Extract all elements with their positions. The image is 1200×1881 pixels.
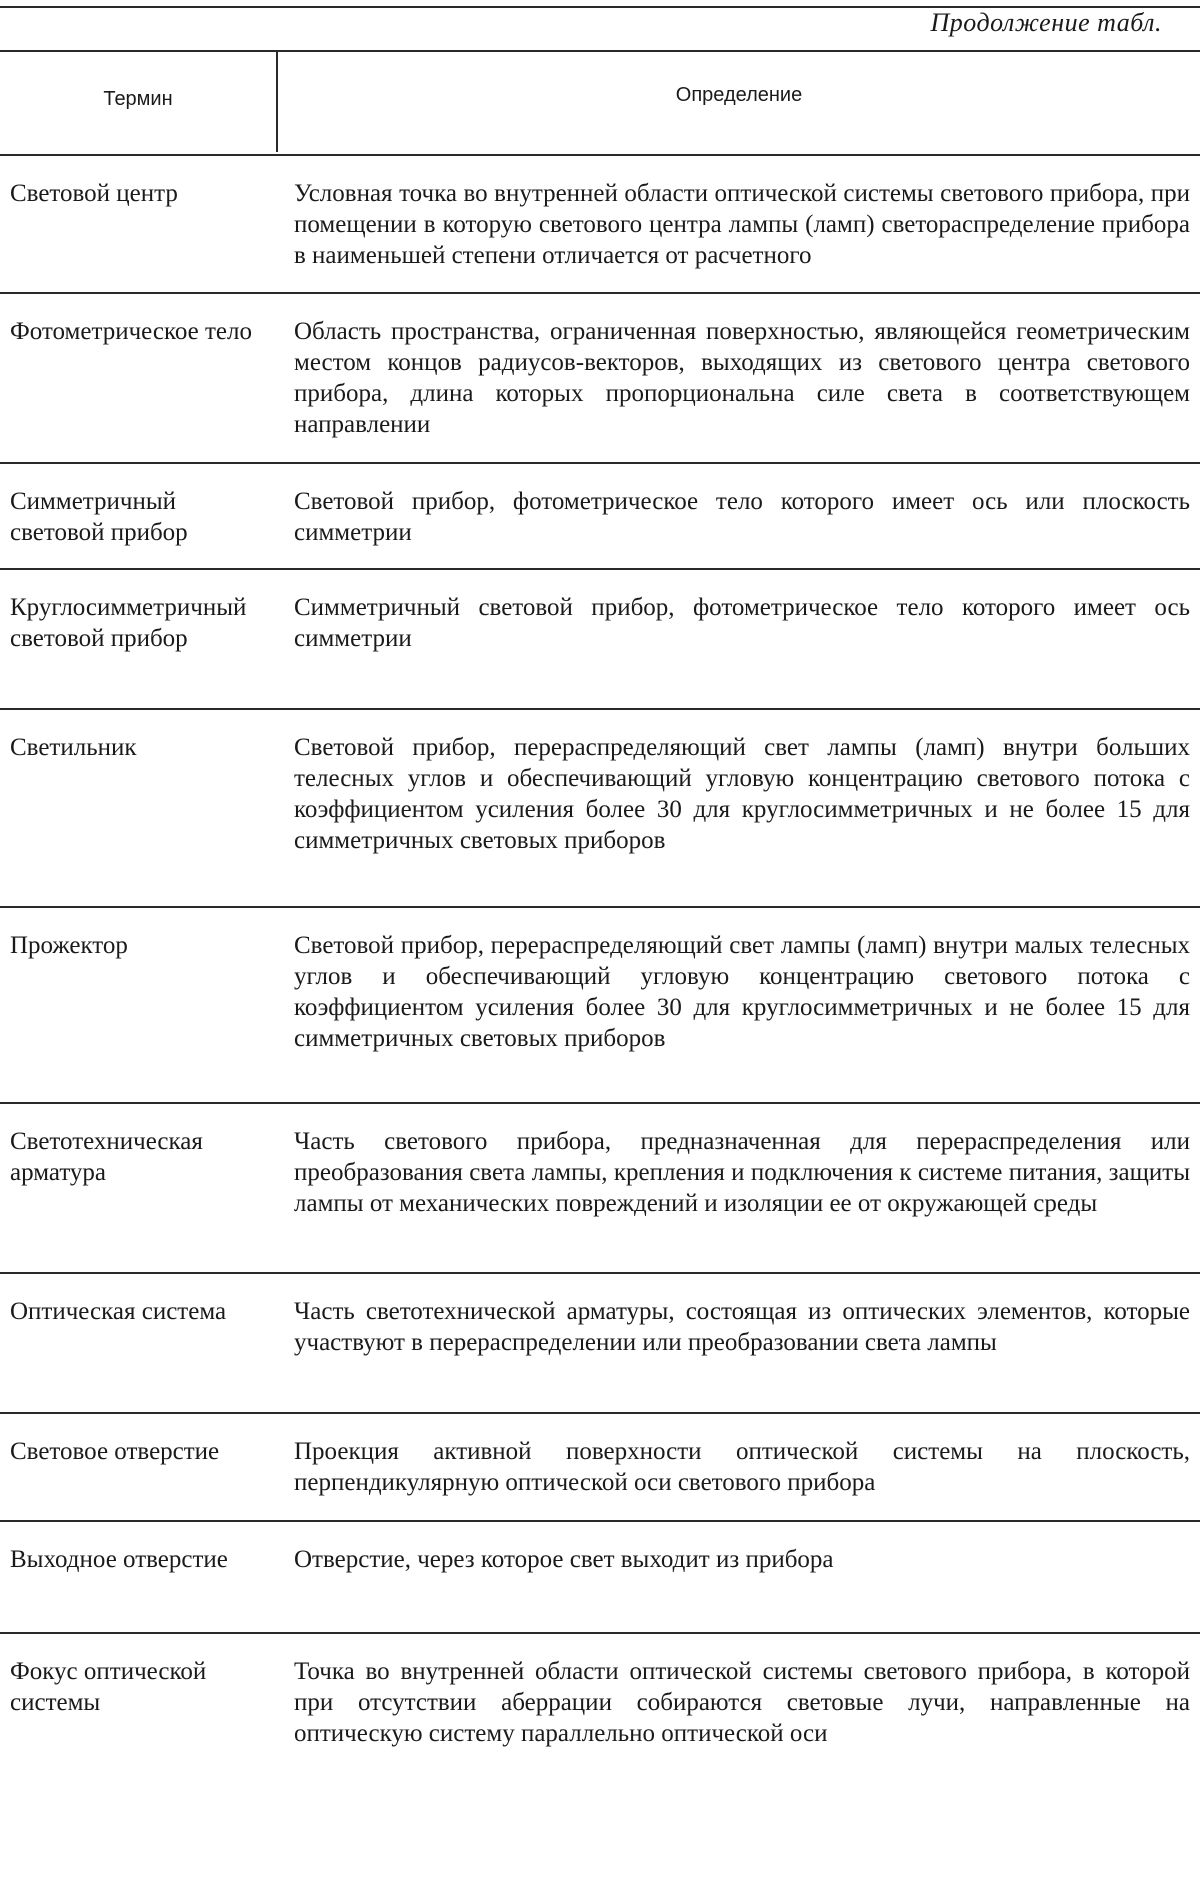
table-row [0, 464, 1200, 570]
definition-cell: Условная точка во внутренней области оптической системы светового прибора, при помещении в которую светового центра лампы (ламп) светораспределение прибора в наименьшей степени отличается от расчетного [294, 178, 1190, 271]
header-term: Термин [0, 88, 276, 111]
table-header [0, 52, 1200, 154]
term-cell: Прожектор [10, 930, 272, 961]
definition-cell: Точка во внутренней области оптической системы светового прибора, в которой при отсутствии аберрации собираются световые лучи, направленные на оптическую систему параллельно оптической оси [294, 1656, 1190, 1749]
term-cell: Световой центр [10, 178, 272, 209]
header-definition: Определение [278, 84, 1200, 107]
term-cell: Фотометрическое тело [10, 316, 272, 347]
table-body [0, 154, 1200, 1810]
definition-cell: Область пространства, ограниченная поверхностью, являющейся геометрическим местом концов радиусов-векторов, выходящих из светового центра светового прибора, длина которых пропорциональна силе света в соответствующем направлении [294, 316, 1190, 440]
definition-cell: Симметричный световой прибор, фотометрическое тело которого имеет ось симметрии [294, 592, 1190, 654]
table-row [0, 1414, 1200, 1522]
table-row [0, 1104, 1200, 1274]
definition-cell: Проекция активной поверхности оптической системы на плоскость, перпендикулярную оптической оси светового прибора [294, 1436, 1190, 1498]
definition-cell: Часть светотехнической арматуры, состоящая из оптических элементов, которые участвуют в перераспределении или преобразовании света лампы [294, 1296, 1190, 1358]
term-cell: Круглосимметричный световой прибор [10, 592, 272, 654]
table-row [0, 908, 1200, 1104]
term-cell: Оптическая система [10, 1296, 272, 1327]
term-cell: Светотехническая арматура [10, 1126, 272, 1188]
table-row [0, 710, 1200, 908]
definition-cell: Отверстие, через которое свет выходит из прибора [294, 1544, 1190, 1575]
definition-cell: Световой прибор, фотометрическое тело которого имеет ось или плоскость симметрии [294, 486, 1190, 548]
term-cell: Выходное отверстие [10, 1544, 272, 1575]
term-cell: Светильник [10, 732, 272, 763]
definition-cell: Световой прибор, перераспределяющий свет лампы (ламп) внутри больших телесных углов и обеспечивающий угловую концентрацию светового потока с коэффициентом усиления более 30 для круглосимметричных и не более 15 для симметричных световых приборов [294, 732, 1190, 856]
continuation-label: Продолжение табл. [931, 8, 1162, 38]
table-row [0, 1274, 1200, 1414]
table-row [0, 1634, 1200, 1810]
term-cell: Световое отверстие [10, 1436, 272, 1467]
document-page [0, 0, 1200, 1881]
term-cell: Фокус оптической системы [10, 1656, 272, 1718]
term-cell: Симметричный световой прибор [10, 486, 272, 548]
table-row [0, 294, 1200, 464]
table-row [0, 1522, 1200, 1634]
table-row [0, 570, 1200, 710]
definition-cell: Часть светового прибора, предназначенная для перераспределения или преобразования света лампы, крепления и подключения к системе питания, защиты лампы от механических повреждений и изоляции ее от окружающей среды [294, 1126, 1190, 1219]
definition-cell: Световой прибор, перераспределяющий свет лампы (ламп) внутри малых телесных углов и обеспечивающий угловую концентрацию светового потока с коэффициентом усиления более 30 для круглосимметричных и не более 15 для симметричных световых приборов [294, 930, 1190, 1054]
table-row [0, 154, 1200, 294]
